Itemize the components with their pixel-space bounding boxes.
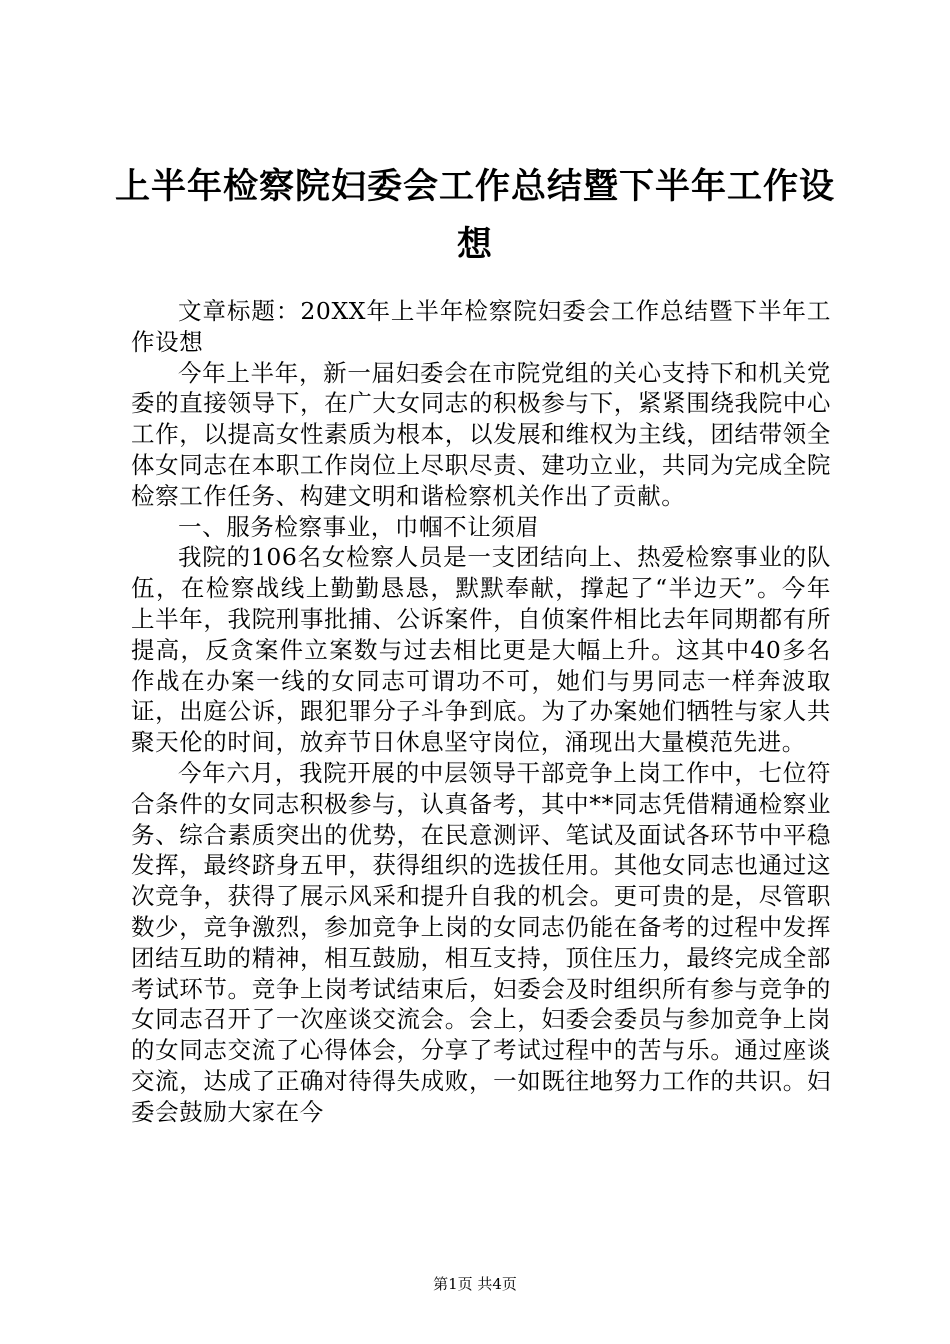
section-heading: 一、服务检察事业，巾帼不让须眉 [178, 512, 540, 541]
article-title-paragraph: 文章标题：20XX年上半年检察院妇委会工作总结暨下半年工作设想 [131, 297, 831, 356]
body-paragraph: 我院的106名女检察人员是一支团结向上、热爱检察事业的队伍，在检察战线上勤勤恳恳，默默奉献，撑起了“半边天”。今年上半年，我院刑事批捕、公诉案件，自侦案件相比去年同期都有所提高，反贪案件立案数与过去相比更是大幅上升。这其中40多名作战在办案一线的女同志可谓功不可，她们与男同志一样奔波取证，出庭公诉，跟犯罪分子斗争到底。为了办案她们牺牲与家人共聚天伦的时间，放弃节日休息坚守岗位，涌现出大量模范先进。 [131, 543, 831, 757]
document-body [131, 296, 831, 1128]
page-number-footer: 第1页 共4页 [433, 1275, 517, 1293]
document-title: 上半年检察院妇委会工作总结暨下半年工作设想 [114, 166, 835, 265]
intro-paragraph: 今年上半年，新一届妇委会在市院党组的关心支持下和机关党委的直接领导下，在广大女同志的积极参与下，紧紧围绕我院中心工作，以提高女性素质为根本，以发展和维权为主线，团结带领全体女同志在本职工作岗位上尽职尽责、建功立业，共同为完成全院检察工作任务、构建文明和谐检察机关作出了贡献。 [131, 358, 831, 510]
body-paragraph: 今年六月，我院开展的中层领导干部竞争上岗工作中，七位符合条件的女同志积极参与，认真备考，其中**同志凭借精通检察业务、综合素质突出的优势，在民意测评、笔试及面试各环节中平稳发挥，最终跻身五甲，获得组织的选拔任用。其他女同志也通过这次竞争，获得了展示风采和提升自我的机会。更可贵的是，尽管职数少，竞争激烈，参加竞争上岗的女同志仍能在备考的过程中发挥团结互助的精神，相互鼓励，相互支持，顶住压力，最终完成全部考试环节。竞争上岗考试结束后，妇委会及时组织所有参与竞争的女同志召开了一次座谈交流会。会上，妇委会委员与参加竞争上岗的女同志交流了心得体会，分享了考试过程中的苦与乐。通过座谈交流，达成了正确对待得失成败，一如既往地努力工作的共识。妇委会鼓励大家在今 [131, 758, 831, 1126]
